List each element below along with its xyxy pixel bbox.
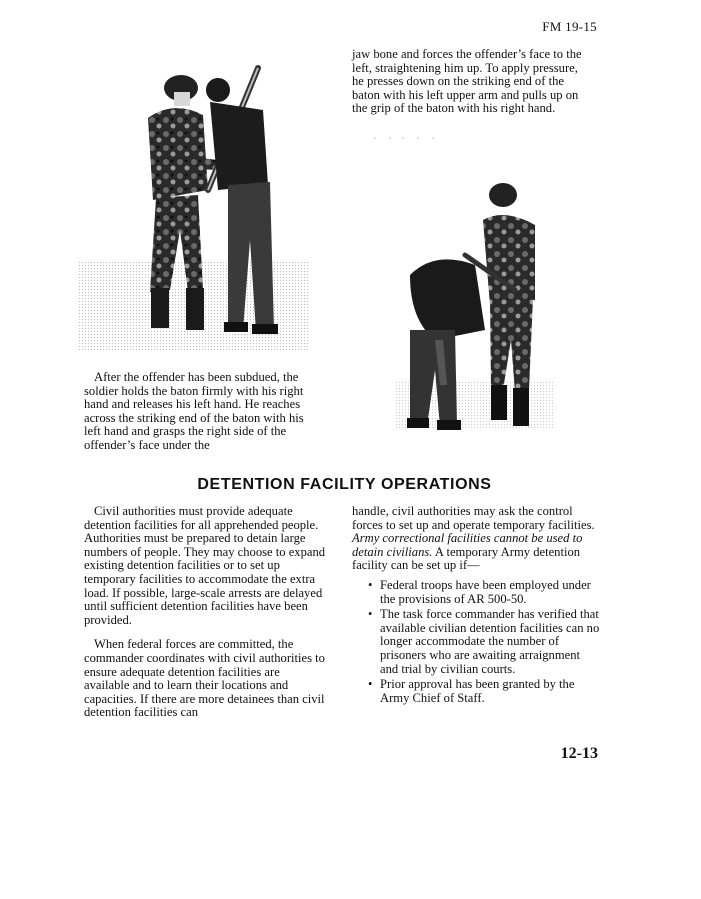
right-column bbox=[352, 505, 600, 707]
paragraph-federal-forces: When federal forces are committed, the commander coordinates with civil authorities to ensure adequate detention facilities are available and to learn their locations and capacities. If there are more detainees than civil detention facilities can bbox=[84, 637, 325, 720]
conditions-list bbox=[352, 579, 600, 705]
page-number: 12-13 bbox=[560, 745, 598, 762]
list-item: • Federal troops have been employed under the provisions of AR 500-50. bbox=[352, 579, 600, 606]
intro-start: handle, civil authorities may ask the control forces to set up and operate temporary facilities. bbox=[352, 504, 595, 532]
intro-paragraph bbox=[352, 505, 600, 573]
photo-caption: After the offender has been subdued, the soldier holds the baton firmly with his right hand and releases his left hand. He reaches across the striking end of the baton with his left hand and grasps the right side of the offender’s face under the bbox=[84, 370, 304, 452]
paragraph-detention-facilities: Civil authorities must provide adequate detention facilities for all apprehended people. Authorities must be prepared to detain large numbers of people. They may choose to expand existing detention facilities or to set up temporary facilities to accommodate the extra load. If possible, large-scale arrests are delayed until sufficient detention facilities have been provided. bbox=[84, 504, 326, 627]
soldier-subdues-offender-photo bbox=[395, 180, 555, 435]
left-column bbox=[84, 505, 327, 720]
intro-end: A temporary Army detention facility can be set up if— bbox=[352, 544, 581, 573]
manual-code: FM 19-15 bbox=[542, 19, 597, 34]
list-item: • The task force commander has verified that available civilian detention facilities can no longer accommodate the number of prisoners who are awaiting arraignment and trial by civilian courts. bbox=[352, 608, 600, 676]
scan-noise bbox=[370, 136, 440, 140]
section-title: DETENTION FACILITY OPERATIONS bbox=[197, 476, 492, 493]
soldier-baton-hold-photo bbox=[78, 60, 338, 355]
top-right-paragraph: jaw bone and forces the offender’s face to the left, straightening him up. To apply pressure, he presses down on the striking end of the baton with his left upper arm and pulls up on the grip of the baton with his right hand. bbox=[352, 47, 582, 116]
list-item: • Prior approval has been granted by the Army Chief of Staff. bbox=[352, 678, 600, 705]
intro-emphasis: Army correctional facilities cannot be used to detain civilians. bbox=[352, 531, 583, 559]
